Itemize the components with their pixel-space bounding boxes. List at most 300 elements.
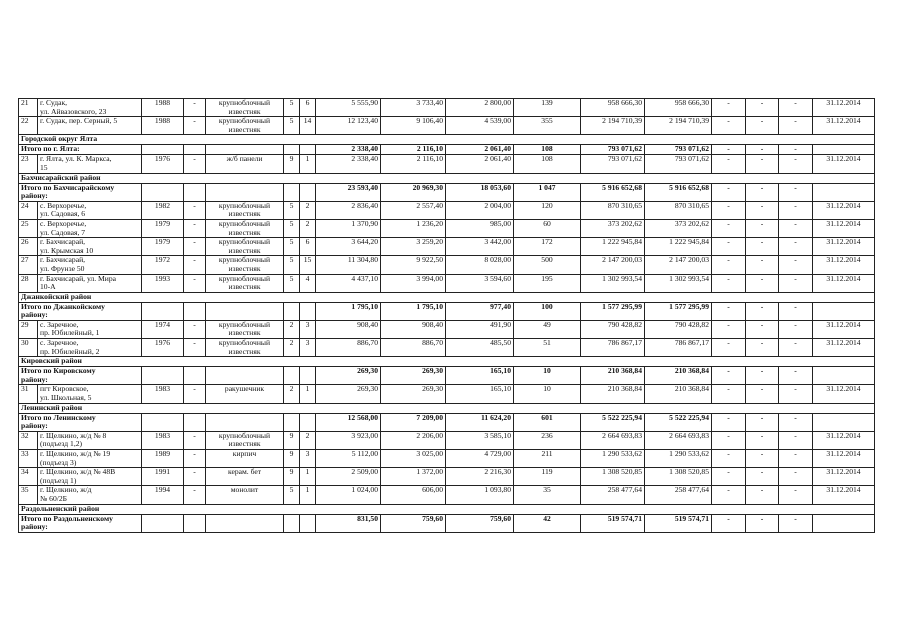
table-row [19, 238, 875, 256]
address-cell [38, 201, 142, 219]
cost-cell-1: 793 071,62 [581, 145, 645, 155]
cost-cell-1: 210 368,84 [581, 367, 645, 385]
dash-cell: - [184, 219, 206, 237]
floors-cell: 9 [284, 468, 300, 486]
area-total-cell: 11 304,80 [316, 256, 381, 274]
material-cell-line-2: известняк [228, 328, 261, 338]
area-living-cell: 269,30 [381, 385, 446, 403]
dash-cell: - [184, 431, 206, 449]
dash-cell-2: - [746, 201, 779, 219]
floors-cell: 9 [284, 431, 300, 449]
material-cell-line-1: крупноблочный [218, 116, 271, 126]
material-cell-line-2: известняк [228, 282, 261, 292]
deadline-cell: 31.12.2014 [813, 450, 875, 468]
empty-cell [813, 145, 875, 155]
deadline-cell: 31.12.2014 [813, 274, 875, 292]
dash-cell-3: - [779, 339, 813, 357]
material-cell [206, 274, 284, 292]
empty-cell [184, 302, 206, 320]
cost-cell-2: 793 071,62 [645, 155, 712, 173]
persons-cell: 500 [514, 256, 581, 274]
entrances-cell: 14 [300, 117, 316, 135]
area-third-cell: 2 061,40 [446, 145, 514, 155]
empty-cell [206, 367, 284, 385]
empty-cell [284, 413, 300, 431]
subtotal-label-line: району: [21, 191, 48, 201]
subtotal-row [19, 302, 875, 320]
dash-cell: - [184, 450, 206, 468]
area-third-cell: 165,10 [446, 385, 514, 403]
year-cell: 1983 [142, 385, 184, 403]
persons-cell: 601 [514, 413, 581, 431]
table-row [19, 219, 875, 237]
cost-cell-1: 1 577 295,99 [581, 302, 645, 320]
year-cell: 1994 [142, 486, 184, 504]
deadline-cell: 31.12.2014 [813, 256, 875, 274]
address-cell-line-1: г. Судак, [40, 98, 68, 107]
row-number: 26 [19, 238, 38, 256]
dash-cell-1: - [712, 514, 746, 532]
area-living-cell: 2 116,10 [381, 155, 446, 173]
area-total-cell: 269,30 [316, 385, 381, 403]
dash-cell-2: - [746, 238, 779, 256]
empty-cell [142, 302, 184, 320]
subtotal-label-line: Итого по Джанкойскому [21, 302, 105, 311]
empty-cell [300, 367, 316, 385]
section-header-row [19, 504, 875, 514]
address-cell [38, 256, 142, 274]
year-cell: 1989 [142, 450, 184, 468]
cost-cell-1: 1 308 520,85 [581, 468, 645, 486]
year-cell: 1974 [142, 320, 184, 338]
empty-cell [142, 183, 184, 201]
address-cell-line-1: г. Щелкино, ж/д [40, 485, 92, 495]
table-row [19, 99, 875, 117]
table-row [19, 256, 875, 274]
subtotal-label [19, 514, 142, 532]
area-living-cell: 2 206,00 [381, 431, 446, 449]
address-cell-line-2: ул. Садовая, 6 [40, 209, 86, 219]
row-number: 34 [19, 468, 38, 486]
address-cell [38, 238, 142, 256]
section-title: Кировский район [19, 357, 875, 367]
deadline-cell: 31.12.2014 [813, 238, 875, 256]
material-cell-line-2: известняк [228, 227, 261, 237]
entrances-cell: 3 [300, 320, 316, 338]
area-living-cell: 2 557,40 [381, 201, 446, 219]
cost-cell-1: 793 071,62 [581, 155, 645, 173]
dash-cell-3: - [779, 219, 813, 237]
area-total-cell: 908,40 [316, 320, 381, 338]
year-cell: 1979 [142, 219, 184, 237]
year-cell: 1972 [142, 256, 184, 274]
address-cell [38, 219, 142, 237]
cost-cell-2: 2 664 693,83 [645, 431, 712, 449]
persons-cell: 119 [514, 468, 581, 486]
area-total-cell: 12 123,40 [316, 117, 381, 135]
subtotal-label-line: Итого по Раздольненскому [21, 514, 113, 523]
area-living-cell: 3 994,00 [381, 274, 446, 292]
area-living-cell: 606,00 [381, 486, 446, 504]
year-cell: 1982 [142, 201, 184, 219]
material-cell-line-2: известняк [228, 346, 261, 356]
address-cell-line-2: ул. Крымская 10 [40, 245, 94, 255]
table-row [19, 450, 875, 468]
dash-cell-1: - [712, 256, 746, 274]
row-number: 27 [19, 256, 38, 274]
area-living-cell: 9 106,40 [381, 117, 446, 135]
dash-cell-3: - [779, 145, 813, 155]
area-total-cell: 2 338,40 [316, 155, 381, 173]
area-total-cell: 1 370,90 [316, 219, 381, 237]
dash-cell-3: - [779, 385, 813, 403]
dash-cell-3: - [779, 256, 813, 274]
subtotal-row [19, 514, 875, 532]
cost-cell-1: 790 428,82 [581, 320, 645, 338]
deadline-cell: 31.12.2014 [813, 117, 875, 135]
dash-cell-3: - [779, 117, 813, 135]
address-cell-line-2: (подъезд 3) [40, 457, 77, 467]
floors-cell: 9 [284, 450, 300, 468]
dash-cell-2: - [746, 145, 779, 155]
subtotal-label-line: Итого по Кировскому [21, 366, 96, 376]
cost-cell-1: 1 222 945,84 [581, 238, 645, 256]
dash-cell: - [184, 320, 206, 338]
area-third-cell: 2 216,30 [446, 468, 514, 486]
address-cell-line-2: пр. Юбилейный, 2 [40, 346, 100, 356]
material-cell-line-2: известняк [228, 124, 261, 134]
address-cell [38, 155, 142, 173]
dash-cell-3: - [779, 486, 813, 504]
section-title: Бахчисарайский район [19, 173, 875, 183]
floors-cell: 5 [284, 486, 300, 504]
material-cell-line-1: крупноблочный [218, 98, 271, 107]
year-cell: 1988 [142, 117, 184, 135]
address-cell-line-1: пгт Кировское, [40, 384, 89, 394]
cost-cell-2: 210 368,84 [645, 367, 712, 385]
area-third-cell: 11 624,20 [446, 413, 514, 431]
persons-cell: 108 [514, 155, 581, 173]
subtotal-label [19, 145, 142, 155]
floors-cell: 2 [284, 339, 300, 357]
section-header-row [19, 292, 875, 302]
area-total-cell: 5 555,90 [316, 99, 381, 117]
dash-cell: - [184, 99, 206, 117]
cost-cell-1: 958 666,30 [581, 99, 645, 117]
table-row [19, 486, 875, 504]
area-total-cell: 4 437,10 [316, 274, 381, 292]
entrances-cell: 6 [300, 99, 316, 117]
dash-cell: - [184, 274, 206, 292]
area-third-cell: 4 729,00 [446, 450, 514, 468]
dash-cell-1: - [712, 99, 746, 117]
address-cell [38, 274, 142, 292]
area-third-cell: 3 442,00 [446, 238, 514, 256]
material-cell-line-2: известняк [228, 106, 261, 116]
empty-cell [284, 514, 300, 532]
dash-cell-2: - [746, 468, 779, 486]
address-cell-line-1: с. Верхоречье, [40, 201, 87, 210]
empty-cell [184, 145, 206, 155]
area-third-cell: 977,40 [446, 302, 514, 320]
cost-cell-1: 210 368,84 [581, 385, 645, 403]
material-cell [206, 155, 284, 173]
empty-cell [300, 413, 316, 431]
cost-cell-2: 1 302 993,54 [645, 274, 712, 292]
dash-cell-1: - [712, 367, 746, 385]
year-cell: 1979 [142, 238, 184, 256]
address-cell-line-1: с. Заречное, [40, 338, 79, 348]
year-cell: 1976 [142, 155, 184, 173]
year-cell: 1976 [142, 339, 184, 357]
dash-cell: - [184, 201, 206, 219]
material-cell [206, 238, 284, 256]
area-living-cell: 3 733,40 [381, 99, 446, 117]
material-cell [206, 486, 284, 504]
material-cell [206, 431, 284, 449]
area-third-cell: 3 585,10 [446, 431, 514, 449]
area-third-cell: 2 004,00 [446, 201, 514, 219]
area-total-cell: 831,50 [316, 514, 381, 532]
floors-cell: 5 [284, 99, 300, 117]
dash-cell-3: - [779, 320, 813, 338]
material-cell [206, 99, 284, 117]
dash-cell-3: - [779, 514, 813, 532]
area-total-cell: 3 923,00 [316, 431, 381, 449]
floors-cell: 9 [284, 155, 300, 173]
cost-cell-1: 2 194 710,39 [581, 117, 645, 135]
entrances-cell: 3 [300, 450, 316, 468]
area-total-cell: 2 836,40 [316, 201, 381, 219]
area-total-cell: 886,70 [316, 339, 381, 357]
row-number: 21 [19, 99, 38, 117]
section-header-row [19, 357, 875, 367]
dash-cell-3: - [779, 367, 813, 385]
dash-cell-2: - [746, 385, 779, 403]
dash-cell-2: - [746, 302, 779, 320]
material-cell [206, 256, 284, 274]
material-cell [206, 468, 284, 486]
area-third-cell: 2 800,00 [446, 99, 514, 117]
area-total-cell: 3 644,20 [316, 238, 381, 256]
table-row [19, 320, 875, 338]
entrances-cell: 6 [300, 238, 316, 256]
floors-cell: 5 [284, 219, 300, 237]
empty-cell [813, 514, 875, 532]
area-living-cell: 269,30 [381, 367, 446, 385]
persons-cell: 10 [514, 367, 581, 385]
address-cell-line-1: с. Верхоречье, [40, 219, 87, 228]
dash-cell: - [184, 385, 206, 403]
year-cell: 1983 [142, 431, 184, 449]
cost-cell-1: 870 310,65 [581, 201, 645, 219]
area-total-cell: 23 593,40 [316, 183, 381, 201]
empty-cell [284, 302, 300, 320]
cost-cell-2: 2 194 710,39 [645, 117, 712, 135]
address-cell [38, 320, 142, 338]
row-number: 24 [19, 201, 38, 219]
dash-cell-2: - [746, 367, 779, 385]
dash-cell-2: - [746, 219, 779, 237]
dash-cell-2: - [746, 320, 779, 338]
material-cell-line-1: крупноблочный [218, 219, 271, 228]
entrances-cell: 2 [300, 431, 316, 449]
persons-cell: 51 [514, 339, 581, 357]
floors-cell: 5 [284, 201, 300, 219]
cost-cell-1: 1 290 533,62 [581, 450, 645, 468]
material-cell-line-1: керам. бет [227, 467, 262, 477]
section-title: Джанкойский район [19, 292, 875, 302]
material-cell-line-1: крупноблочный [218, 237, 271, 247]
material-cell-line-1: крупноблочный [218, 338, 271, 348]
empty-cell [142, 367, 184, 385]
persons-cell: 35 [514, 486, 581, 504]
row-number: 33 [19, 450, 38, 468]
row-number: 30 [19, 339, 38, 357]
area-living-cell: 2 116,10 [381, 145, 446, 155]
persons-cell: 1 047 [514, 183, 581, 201]
persons-cell: 10 [514, 385, 581, 403]
address-cell-line-1: с. Заречное, [40, 320, 79, 329]
dash-cell-1: - [712, 117, 746, 135]
area-living-cell: 1 236,20 [381, 219, 446, 237]
cost-cell-1: 5 522 225,94 [581, 413, 645, 431]
material-cell-line-2: известняк [228, 209, 261, 219]
cost-cell-2: 1 308 520,85 [645, 468, 712, 486]
dash-cell-2: - [746, 117, 779, 135]
floors-cell: 5 [284, 256, 300, 274]
cost-cell-1: 2 664 693,83 [581, 431, 645, 449]
entrances-cell: 1 [300, 486, 316, 504]
entrances-cell: 15 [300, 256, 316, 274]
dash-cell-2: - [746, 155, 779, 173]
material-cell-line-1: крупноблочный [218, 431, 271, 440]
area-third-cell: 985,00 [446, 219, 514, 237]
area-living-cell: 9 922,50 [381, 256, 446, 274]
table-row [19, 155, 875, 173]
cost-cell-2: 1 577 295,99 [645, 302, 712, 320]
row-number: 29 [19, 320, 38, 338]
dash-cell-1: - [712, 219, 746, 237]
cost-cell-2: 1 222 945,84 [645, 238, 712, 256]
area-third-cell: 165,10 [446, 367, 514, 385]
subtotal-label [19, 302, 142, 320]
empty-cell [184, 367, 206, 385]
dash-cell: - [184, 117, 206, 135]
area-living-cell: 7 209,00 [381, 413, 446, 431]
cost-cell-2: 870 310,65 [645, 201, 712, 219]
dash-cell: - [184, 486, 206, 504]
subtotal-row [19, 183, 875, 201]
empty-cell [284, 183, 300, 201]
table-row [19, 468, 875, 486]
deadline-cell: 31.12.2014 [813, 320, 875, 338]
area-third-cell: 2 061,40 [446, 155, 514, 173]
persons-cell: 195 [514, 274, 581, 292]
deadline-cell: 31.12.2014 [813, 201, 875, 219]
subtotal-row [19, 367, 875, 385]
deadline-cell: 31.12.2014 [813, 468, 875, 486]
address-cell-line-1: г. Бахчисарай, [40, 255, 86, 265]
dash-cell-1: - [712, 274, 746, 292]
address-cell [38, 486, 142, 504]
floors-cell: 2 [284, 385, 300, 403]
dash-cell-2: - [746, 514, 779, 532]
persons-cell: 42 [514, 514, 581, 532]
empty-cell [813, 367, 875, 385]
dash-cell-3: - [779, 450, 813, 468]
material-cell-line-1: кирпич [232, 449, 257, 458]
dash-cell-2: - [746, 274, 779, 292]
section-header-row [19, 403, 875, 413]
empty-cell [813, 413, 875, 431]
address-cell [38, 468, 142, 486]
cost-cell-2: 2 147 200,03 [645, 256, 712, 274]
dash-cell: - [184, 468, 206, 486]
area-third-cell: 1 093,80 [446, 486, 514, 504]
area-third-cell: 4 539,00 [446, 117, 514, 135]
address-cell-line-1: г. Щелкино, ж/д № 19 [40, 449, 111, 458]
deadline-cell: 31.12.2014 [813, 219, 875, 237]
dash-cell-1: - [712, 450, 746, 468]
empty-cell [206, 302, 284, 320]
material-cell [206, 320, 284, 338]
empty-cell [284, 367, 300, 385]
address-cell-line-1: г. Щелкино, ж/д № 48В [40, 467, 116, 477]
floors-cell: 5 [284, 117, 300, 135]
address-cell-line-2: ул. Школьная, 5 [40, 393, 92, 403]
dash-cell-3: - [779, 468, 813, 486]
persons-cell: 49 [514, 320, 581, 338]
address-cell [38, 339, 142, 357]
dash-cell: - [184, 256, 206, 274]
area-living-cell: 908,40 [381, 320, 446, 338]
cost-cell-2: 258 477,64 [645, 486, 712, 504]
table-row [19, 385, 875, 403]
address-cell [38, 450, 142, 468]
cost-cell-2: 1 290 533,62 [645, 450, 712, 468]
dash-cell-2: - [746, 486, 779, 504]
area-third-cell: 8 028,00 [446, 256, 514, 274]
subtotal-label-line: Итого по г. Ялта: [21, 144, 80, 154]
subtotal-label [19, 413, 142, 431]
entrances-cell: 2 [300, 201, 316, 219]
dash-cell-1: - [712, 183, 746, 201]
dash-cell-2: - [746, 183, 779, 201]
empty-cell [142, 145, 184, 155]
dash-cell: - [184, 155, 206, 173]
material-cell-line-1: ж/б панели [226, 154, 263, 164]
address-cell-line-2: 15 [40, 162, 48, 172]
area-living-cell: 1 372,00 [381, 468, 446, 486]
subtotal-label-line: району: [21, 374, 48, 384]
dash-cell-1: - [712, 339, 746, 357]
empty-cell [206, 145, 284, 155]
material-cell-line-1: ракушечник [224, 384, 265, 394]
year-cell: 1993 [142, 274, 184, 292]
subtotal-label-line: Итого по Бахчисарайскому [21, 183, 115, 192]
area-total-cell: 5 112,00 [316, 450, 381, 468]
section-header-row [19, 173, 875, 183]
area-total-cell: 1 795,10 [316, 302, 381, 320]
deadline-cell: 31.12.2014 [813, 155, 875, 173]
subtotal-label-line: Итого по Ленинскому [21, 413, 96, 422]
material-cell-line-1: крупноблочный [218, 274, 271, 283]
entrances-cell: 1 [300, 155, 316, 173]
housing-register-table [18, 98, 875, 533]
area-total-cell: 12 568,00 [316, 413, 381, 431]
empty-cell [300, 302, 316, 320]
